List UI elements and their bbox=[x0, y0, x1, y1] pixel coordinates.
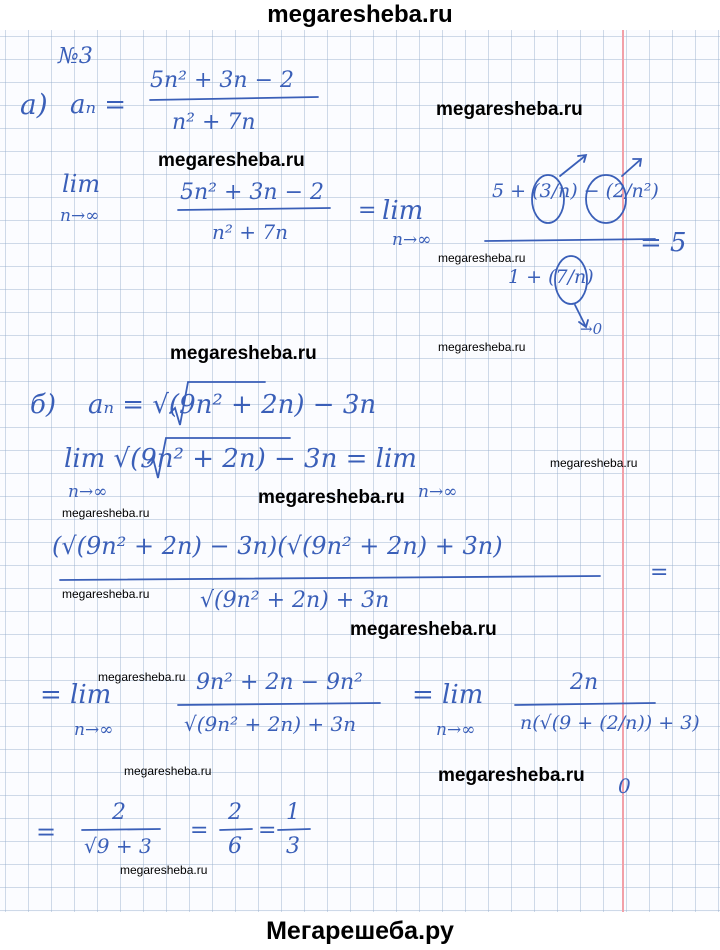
final-num-1: 2 bbox=[112, 800, 126, 825]
part-a-eq: = bbox=[358, 198, 377, 223]
part-a-lim2: lim bbox=[382, 196, 424, 226]
watermark: megaresheba.ru bbox=[438, 251, 526, 265]
part-a-zero-arrow: →0 bbox=[580, 320, 603, 338]
part-b-line3-lim2: = lim bbox=[412, 680, 484, 710]
part-a-lim-denominator: n² + 7n bbox=[212, 220, 288, 244]
part-b-line1: lim √(9n² + 2n) − 3n = lim bbox=[64, 444, 417, 474]
part-a-frac2-denominator: 1 + (7/n) bbox=[508, 266, 594, 288]
part-a-lim2-sub: n→∞ bbox=[392, 230, 432, 250]
final-eq-1: = bbox=[36, 818, 57, 846]
watermark: megaresheba.ru bbox=[550, 456, 638, 470]
site-header: megaresheba.ru bbox=[0, 0, 720, 30]
part-b-line3-denominator2: n(√(9 + (2/n)) + 3) bbox=[520, 712, 700, 734]
part-a-numerator: 5n² + 3n − 2 bbox=[150, 68, 294, 93]
part-b-denominator: √(9n² + 2n) + 3n bbox=[200, 588, 390, 613]
part-b-eq: = bbox=[650, 560, 669, 585]
final-den-3: 3 bbox=[286, 834, 300, 859]
part-b-line1-sub2: n→∞ bbox=[418, 482, 458, 502]
part-b-line3-denominator: √(9n² + 2n) + 3n bbox=[184, 712, 357, 736]
watermark: megaresheba.ru bbox=[98, 670, 186, 684]
watermark: megaresheba.ru bbox=[170, 343, 317, 364]
watermark: megaresheba.ru bbox=[62, 587, 150, 601]
part-a-an: aₙ = bbox=[70, 90, 127, 120]
notebook-page bbox=[0, 30, 720, 912]
part-b-line3-numerator: 9n² + 2n − 9n² bbox=[196, 670, 363, 695]
part-a-lim-numerator: 5n² + 3n − 2 bbox=[180, 180, 324, 205]
watermark: megaresheba.ru bbox=[438, 340, 526, 354]
part-b-line1-sub: n→∞ bbox=[68, 482, 108, 502]
part-b-an: aₙ = √(9n² + 2n) − 3n bbox=[88, 390, 377, 420]
part-b-zero: 0 bbox=[618, 774, 631, 798]
watermark: megaresheba.ru bbox=[258, 487, 405, 508]
part-b-numerator: (√(9n² + 2n) − 3n)(√(9n² + 2n) + 3n) bbox=[52, 532, 503, 560]
part-a-frac2-numerator: 5 + (3/n) − (2/n²) bbox=[492, 180, 659, 202]
watermark: megaresheba.ru bbox=[158, 150, 305, 171]
part-a-result: = 5 bbox=[640, 228, 687, 258]
part-b-line3-sub: n→∞ bbox=[74, 720, 114, 740]
final-eq-3: = bbox=[258, 818, 277, 843]
watermark: megaresheba.ru bbox=[436, 99, 583, 120]
part-a-denominator: n² + 7n bbox=[172, 110, 256, 135]
part-a-label: а) bbox=[20, 88, 48, 121]
final-den-2: 6 bbox=[228, 834, 242, 859]
watermark: megaresheba.ru bbox=[350, 619, 497, 640]
watermark: megaresheba.ru bbox=[124, 764, 212, 778]
watermark: megaresheba.ru bbox=[438, 765, 585, 786]
part-a-lim: lim bbox=[62, 170, 101, 198]
watermark: megaresheba.ru bbox=[62, 506, 150, 520]
watermark: megaresheba.ru bbox=[120, 863, 208, 877]
problem-number: №3 bbox=[58, 44, 93, 69]
site-footer: Мегарешеба.ру bbox=[0, 912, 720, 950]
final-num-3: 1 bbox=[286, 800, 300, 825]
part-b-line3-lim: = lim bbox=[40, 680, 112, 710]
part-a-lim-sub: n→∞ bbox=[60, 206, 100, 226]
final-eq-2: = bbox=[190, 818, 209, 843]
part-b-line3-numerator2: 2n bbox=[570, 670, 599, 695]
part-b-label: б) bbox=[30, 390, 57, 420]
final-den-1: √9 + 3 bbox=[84, 834, 152, 858]
final-num-2: 2 bbox=[228, 800, 242, 825]
part-b-line3-sub2: n→∞ bbox=[436, 720, 476, 740]
